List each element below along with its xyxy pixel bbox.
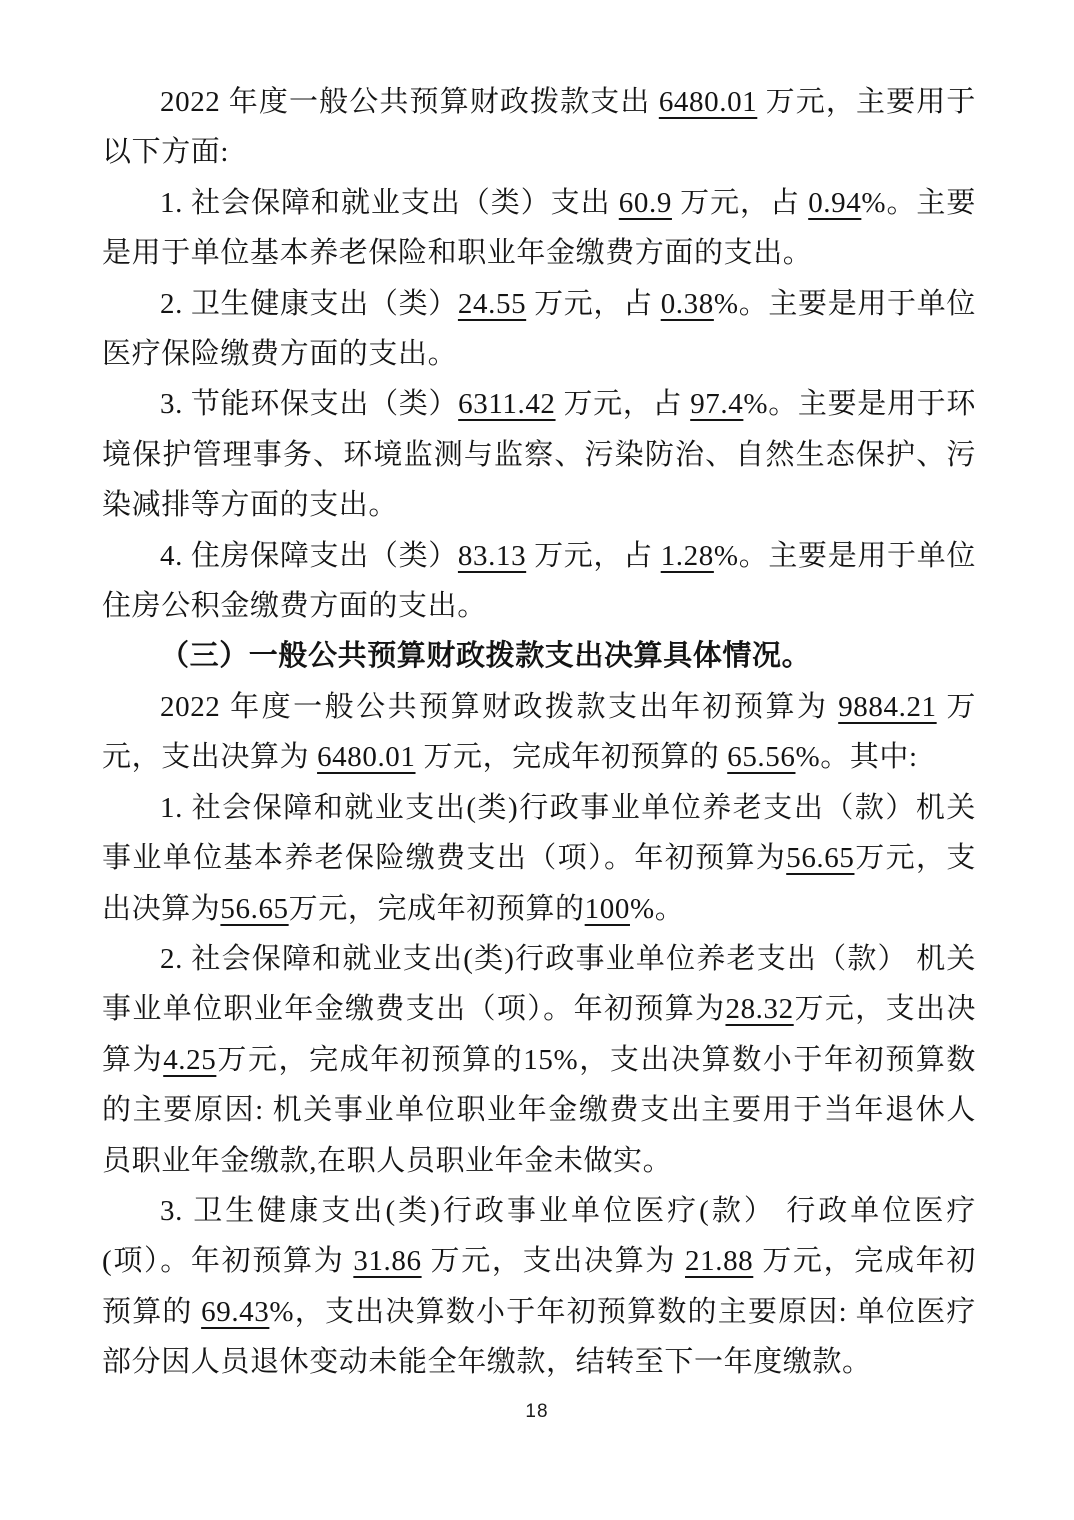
para-item-3-environment (102, 379, 976, 530)
para-detail-2-annuity (102, 934, 976, 1186)
text-segment: %，支出决算数小于年初预算数的主要原因: 单位医疗部分因人员退休变动未能全年缴款，结转至下一年度缴款。 (102, 1295, 977, 1379)
text-segment: 万元，占 (555, 388, 691, 421)
para-budget-vs-final (102, 682, 976, 783)
underlined-value: 6480.01 (317, 741, 416, 774)
text-segment: 万元，占 (526, 539, 661, 572)
text-segment: 2. 卫生健康支出（类） (160, 287, 458, 320)
text-segment: （三）一般公共预算财政拨款支出决算具体情况。 (160, 640, 812, 673)
text-segment: %。主要是用于单位住房公积金缴费方面的支出。 (102, 539, 976, 623)
page-number: 18 (525, 1401, 549, 1422)
underlined-value: 24.55 (457, 287, 527, 320)
underlined-value: 56.65 (220, 892, 289, 925)
document-body (102, 77, 976, 1388)
text-segment: %。其中: (795, 741, 918, 774)
text-segment: 万元，占 (671, 186, 809, 219)
text-segment: 万元，主要用于以下方面: (102, 86, 976, 169)
underlined-value: 6311.42 (458, 388, 556, 421)
text-segment: %。主要是用于单位医疗保险缴费方面的支出。 (102, 287, 976, 371)
text-segment: 万元，完成年初预算的 (415, 741, 728, 774)
underlined-value: 31.86 (353, 1245, 422, 1278)
text-segment: 3. 卫生健康支出(类)行政事业单位医疗(款） 行政单位医疗(项）。年初预算为 (102, 1194, 976, 1278)
text-segment: 2022 年度一般公共预算财政拨款支出年初预算为 (160, 690, 839, 723)
underlined-value: 6480.01 (658, 86, 758, 118)
text-segment: 4. 住房保障支出（类） (160, 539, 458, 572)
text-segment: 万元，支出决算为 (102, 993, 976, 1076)
text-segment: 万元，完成年初预算的 (288, 892, 585, 925)
underlined-value: 21.88 (685, 1245, 754, 1278)
text-segment: 万元，支出决算为 (102, 842, 976, 925)
underlined-value: 97.4 (690, 388, 744, 421)
text-segment: %。主要是用于单位基本养老保险和职业年金缴费方面的支出。 (102, 186, 976, 270)
underlined-value: 28.32 (725, 993, 794, 1026)
underlined-value: 69.43 (201, 1295, 270, 1328)
text-segment: 1. 社会保障和就业支出(类)行政事业单位养老支出（款）机关事业单位基本养老保险缴费支出（项）。年初预算为 (102, 791, 976, 875)
text-segment: %。 (629, 892, 685, 925)
para-item-2-health (102, 279, 976, 380)
text-segment: 万元，完成年初预算的 (102, 1245, 976, 1328)
text-segment: 3. 节能环保支出（类） (160, 388, 459, 421)
text-segment: 2. 社会保障和就业支出(类)行政事业单位养老支出（款） 机关事业单位职业年金缴费支出（项）。年初预算为 (102, 942, 976, 1026)
underlined-value: 56.65 (786, 842, 855, 875)
para-section-heading (102, 631, 976, 681)
text-segment: 万元，完成年初预算的15%，支出决算数小于年初预算数的主要原因: 机关事业单位职业年金缴费支出主要用于当年退休人员职业年金缴款,在职人员职业年金未做实。 (102, 1043, 977, 1177)
text-segment: 1. 社会保障和就业支出（类）支出 (160, 186, 619, 219)
text-segment: %。主要是用于环境保护管理事务、环境监测与监察、污染防治、自然生态保护、污染减排等方面的支出。 (102, 388, 976, 522)
underlined-value: 1.28 (660, 539, 714, 572)
underlined-value: 0.38 (660, 287, 714, 320)
underlined-value: 65.56 (727, 741, 796, 774)
para-detail-1-pension (102, 783, 976, 934)
underlined-value: 0.94 (808, 186, 862, 219)
text-segment: 万元，支出决算为 (421, 1245, 686, 1278)
underlined-value: 9884.21 (838, 690, 937, 723)
underlined-value: 4.25 (163, 1043, 217, 1076)
underlined-value: 60.9 (618, 186, 672, 219)
para-detail-3-medical (102, 1186, 976, 1388)
para-item-4-housing (102, 531, 976, 632)
underlined-value: 83.13 (457, 539, 527, 572)
text-segment: 万元，占 (526, 287, 661, 320)
text-segment: 万元，支出决算为 (102, 690, 976, 774)
underlined-value: 100 (584, 892, 630, 925)
para-total-expenditure-intro (102, 77, 976, 178)
para-item-1-social-security (102, 178, 976, 279)
text-segment: 2022 年度一般公共预算财政拨款支出 (160, 86, 659, 118)
